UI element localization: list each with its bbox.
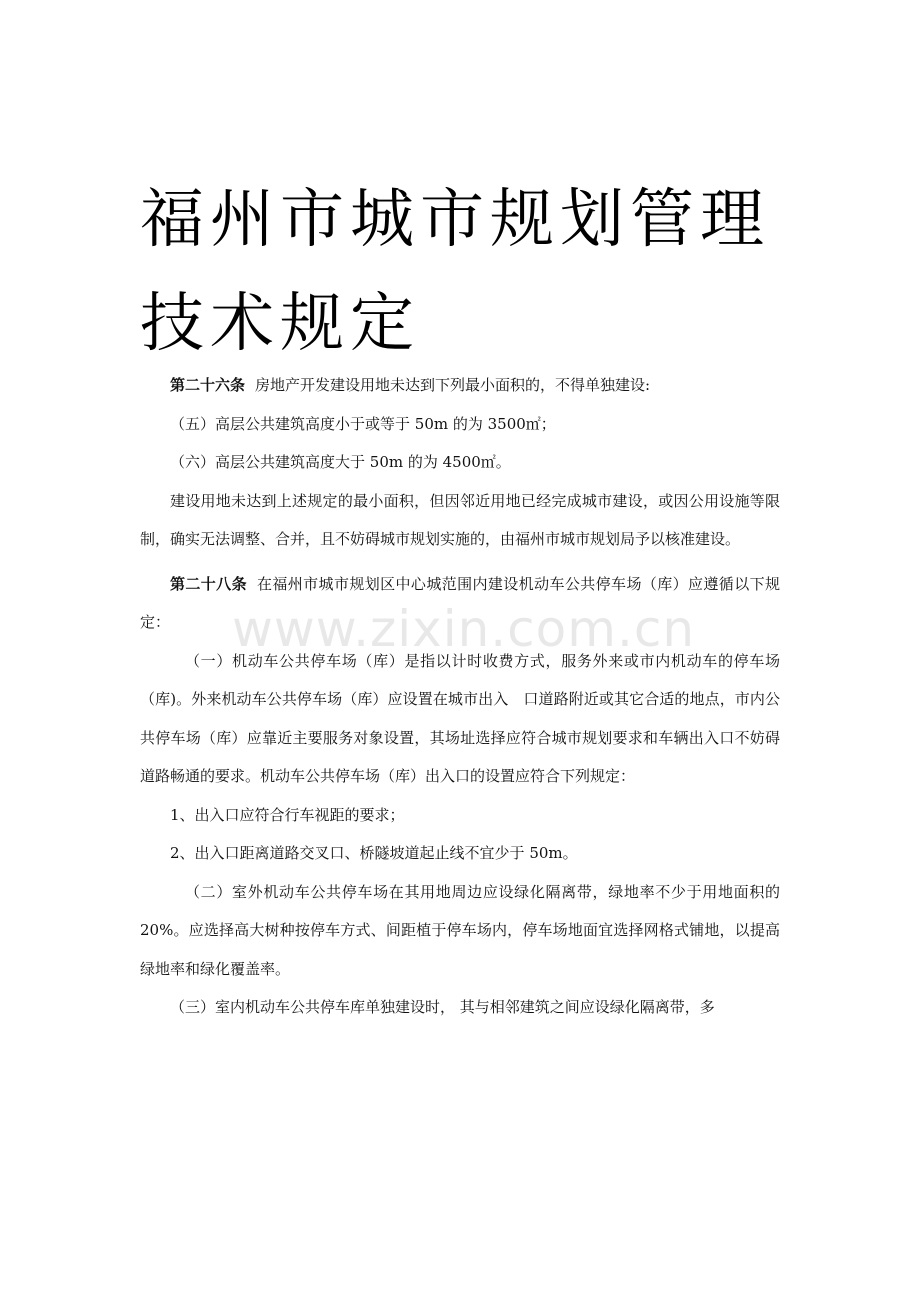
watermark-text: www.zixin.com.cn — [232, 600, 696, 658]
title-line-2: 技术规定 — [140, 287, 420, 361]
article-28-label: 第二十八条 — [170, 574, 247, 593]
document-title — [140, 168, 820, 376]
article-28-text: 在福州市城市规划区中心城范围内建设机动车公共停车场（库）应遵循以下规定： — [140, 574, 780, 631]
article-28-item-1: （一）机动车公共停车场（库）是指以计时收费方式，服务外来或市内机动车的停车场（库)。外来机动车公共停车场（库）应设置在城市出入 口道路附近或其它合适的地点，市内公共停车场（库）应靠近主要服务对象设置，其场址选择应符合城市规划要求和车辆出入口不妨碍道路畅通的要求。机动车公共停车场（库）出入口的设置应符合下列规定： — [140, 651, 780, 785]
article-26-label: 第二十六条 — [170, 376, 246, 394]
article-28-item-3: （三）室内机动车公共停车库单独建设时， 其与相邻建筑之间应设绿化隔离带，多 — [170, 998, 715, 1016]
article-26-note: 建设用地未达到上述规定的最小面积，但因邻近用地已经完成城市建设，或因公用设施等限制，确实无法调整、合并，且不妨碍城市规划实施的，由福州市城市规划局予以核准建设。 — [140, 491, 780, 548]
document-body — [140, 366, 780, 1027]
article-28-sub-1: 1、出入口应符合行车视距的要求； — [170, 805, 405, 824]
article-26-item-6: （六）高层公共建筑高度大于 50m 的为 4500㎡。 — [170, 453, 511, 471]
article-28-item-2: （二）室外机动车公共停车场在其用地周边应设绿化隔离带，绿地率不少于用地面积的 20%。应选择高大树种按停车方式、间距植于停车场内，停车场地面宜选择网格式铺地，以提高绿地率和绿化覆盖率。 — [140, 882, 780, 978]
article-28-sub-2: 2、出入口距离道路交叉口、桥隧坡道起止线不宜少于 50m。 — [170, 844, 578, 862]
title-line-1: 福州市城市规划管理 — [140, 183, 770, 257]
article-28-heading — [140, 565, 780, 642]
article-26-item-5: （五）高层公共建筑高度小于或等于 50m 的为 3500㎡； — [170, 414, 556, 433]
article-26-heading — [140, 366, 780, 405]
article-26-text: 房地产开发建设用地未达到下列最小面积的，不得单独建设: — [255, 376, 651, 394]
